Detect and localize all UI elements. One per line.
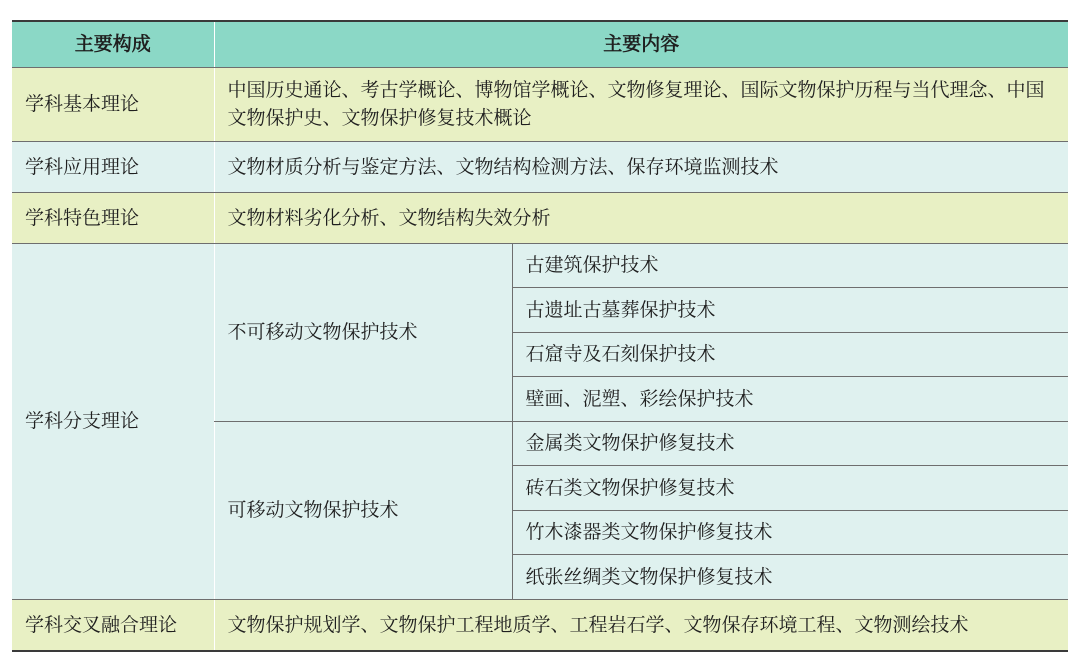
table-row (12, 141, 1068, 192)
header-content: 主要内容 (214, 21, 1068, 67)
row-label: 学科交叉融合理论 (12, 599, 214, 651)
row-content: 文物保护规划学、文物保护工程地质学、工程岩石学、文物保存环境工程、文物测绘技术 (214, 599, 1068, 651)
table-row (12, 243, 1068, 288)
header-composition: 主要构成 (12, 21, 214, 67)
row-label: 学科应用理论 (12, 141, 214, 192)
list-item: 石窟寺及石刻保护技术 (512, 332, 1068, 377)
row-content: 中国历史通论、考古学概论、博物馆学概论、文物修复理论、国际文物保护历程与当代理念、中国文物保护史、文物保护修复技术概论 (214, 67, 1068, 141)
table-row (12, 599, 1068, 651)
discipline-structure-table (12, 20, 1068, 652)
list-item: 金属类文物保护修复技术 (512, 421, 1068, 466)
table-row (12, 192, 1068, 243)
list-item: 纸张丝绸类文物保护修复技术 (512, 555, 1068, 600)
table-header-row (12, 21, 1068, 67)
group-label: 不可移动文物保护技术 (214, 243, 512, 421)
list-item: 砖石类文物保护修复技术 (512, 466, 1068, 511)
row-label: 学科基本理论 (12, 67, 214, 141)
list-item: 壁画、泥塑、彩绘保护技术 (512, 377, 1068, 422)
list-item: 古遗址古墓葬保护技术 (512, 288, 1068, 333)
list-item: 竹木漆器类文物保护修复技术 (512, 510, 1068, 555)
group-label: 可移动文物保护技术 (214, 421, 512, 599)
list-item: 古建筑保护技术 (512, 243, 1068, 288)
table-row (12, 67, 1068, 141)
row-content: 文物材质分析与鉴定方法、文物结构检测方法、保存环境监测技术 (214, 141, 1068, 192)
row-label: 学科分支理论 (12, 243, 214, 599)
row-content: 文物材料劣化分析、文物结构失效分析 (214, 192, 1068, 243)
row-label: 学科特色理论 (12, 192, 214, 243)
